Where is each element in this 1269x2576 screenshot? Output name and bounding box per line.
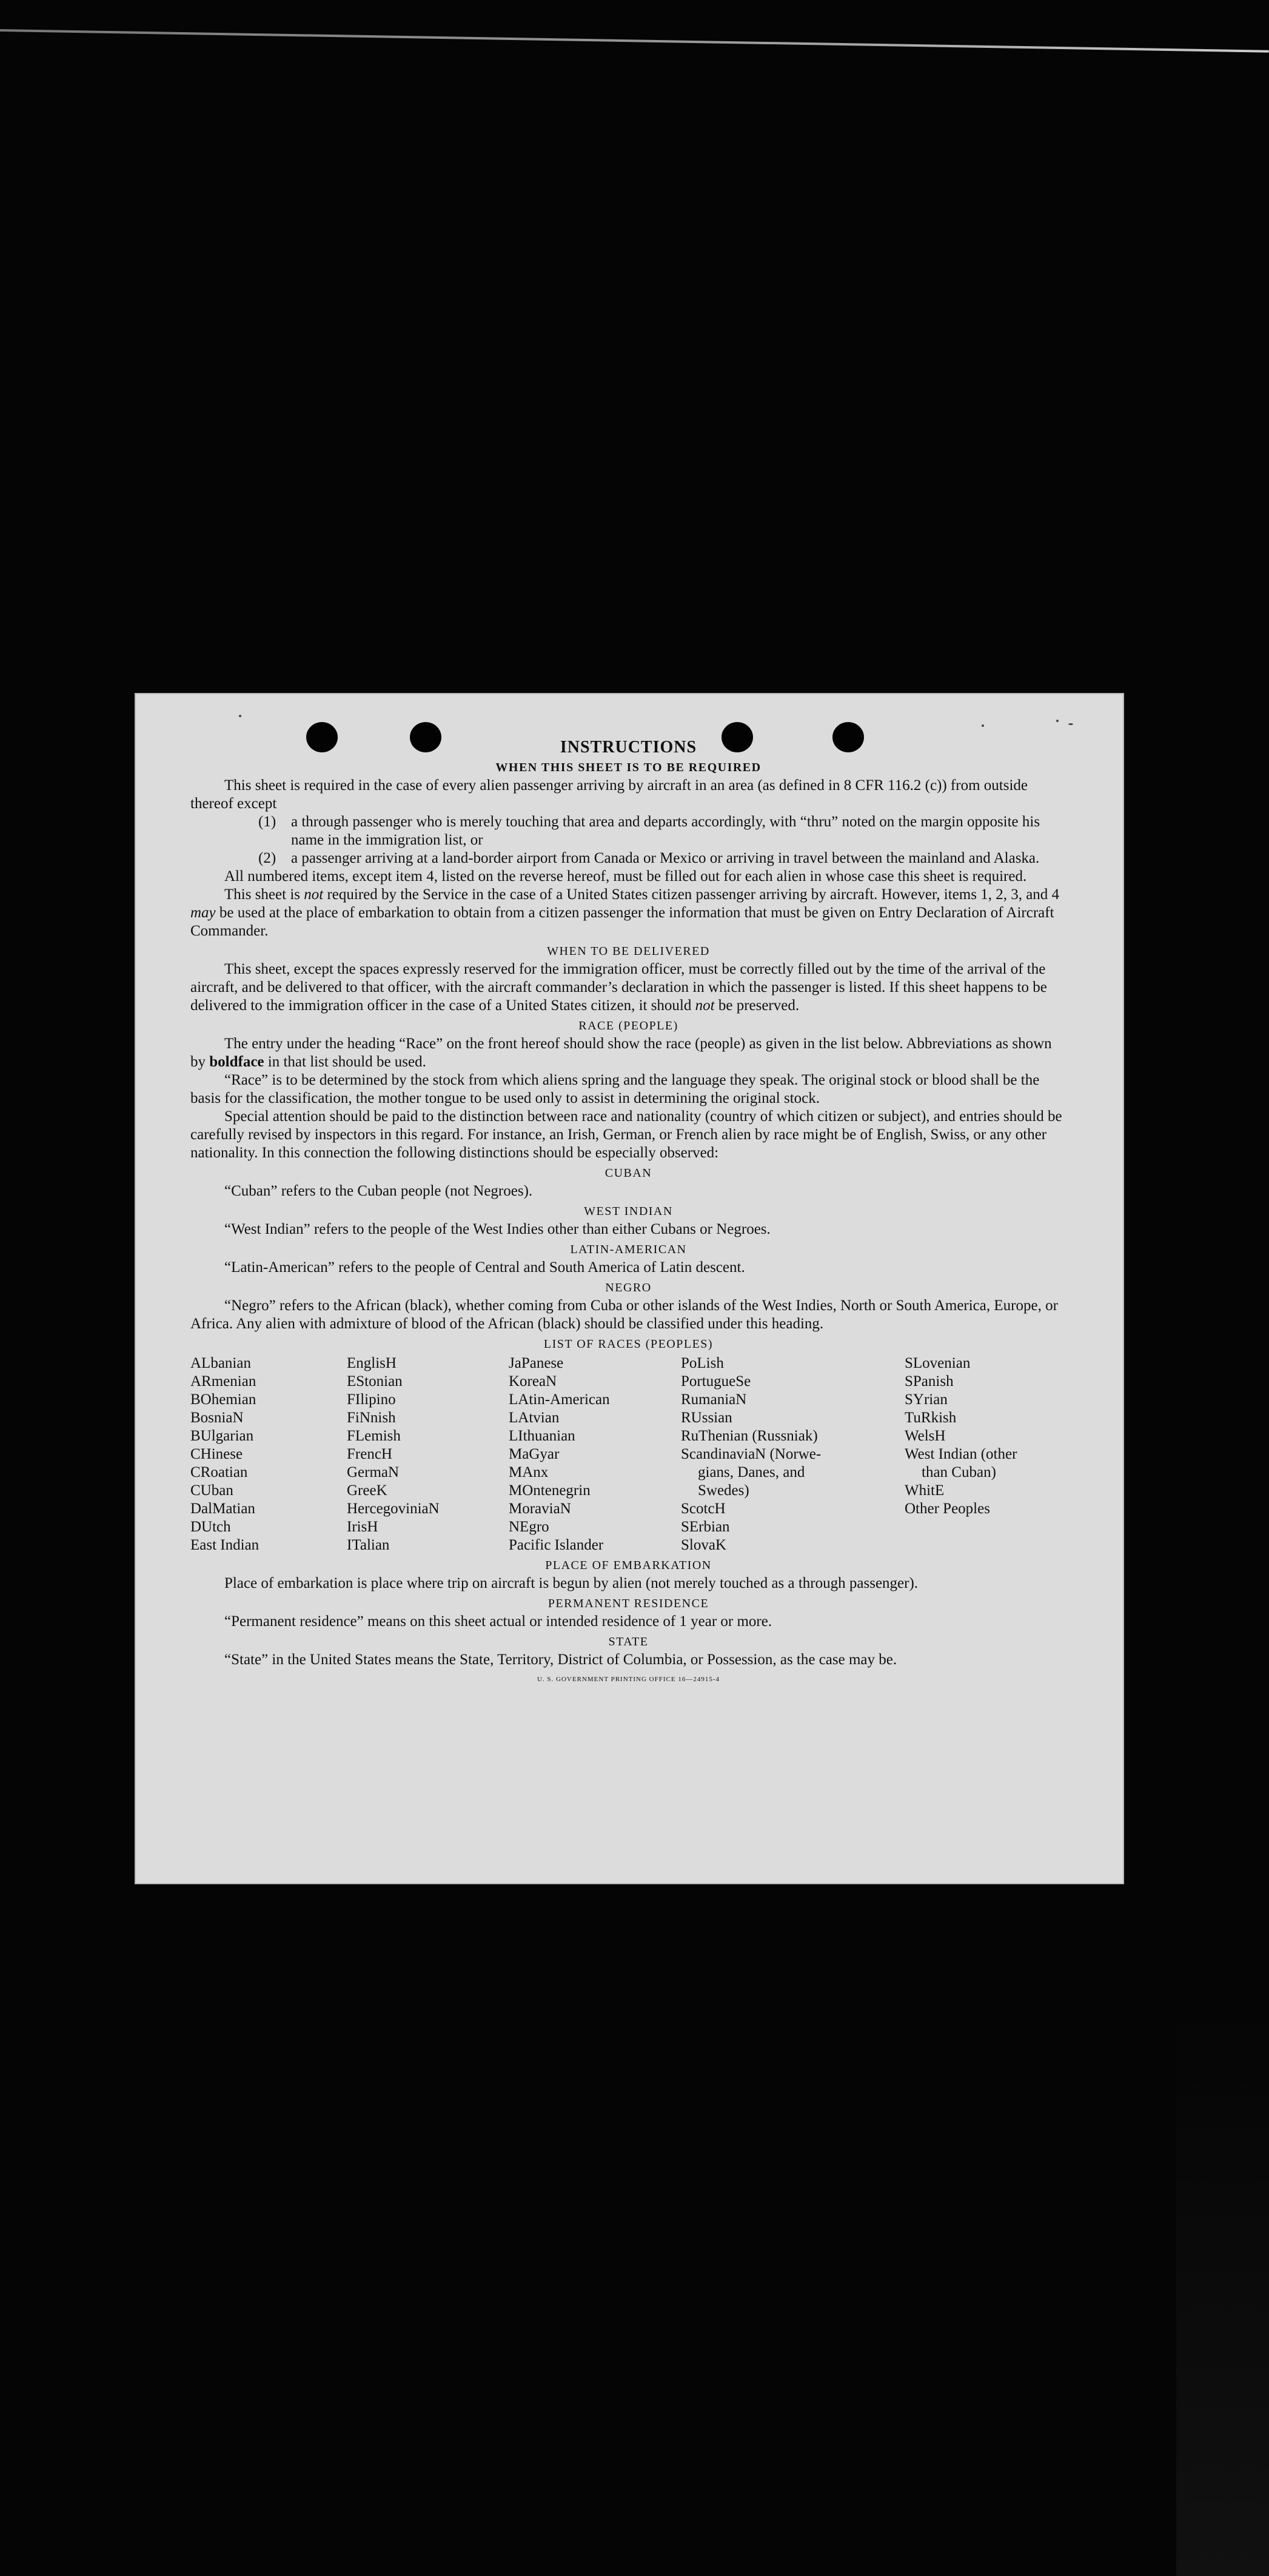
race-entry: RumaniaN [681,1391,747,1408]
race-entry: DUtch [190,1519,231,1535]
race-entry: BosniaN [190,1410,244,1426]
race-entry: FiNnish [347,1410,396,1426]
race-entry: FrencH [347,1446,392,1462]
section-heading-race: RACE (PEOPLE) [578,1019,678,1032]
race-entry: ScandinaviaN (Norwe- [681,1446,822,1462]
race-entry: CHinese [190,1446,243,1462]
citizen-text-2: required by the Service in the case of a United States citizen passenger arriving by aircraft. However, items 1, 2, 3, and 4 [327,886,1060,903]
race-entry: Pacific Islander [509,1537,604,1553]
when-required-intro: This sheet is required in the case of every alien passenger arriving by aircraft in an area (as defined in 8 CFR 116.2 (c)) from outside thereof except [190,777,1028,812]
race-entry: LAtin-American [509,1391,610,1408]
race-entry: WhitE [905,1482,945,1499]
delivered-emphasis-not: not [695,997,715,1014]
race-entry: MoraviaN [509,1500,571,1517]
exception-item [190,849,1066,868]
page-title: INSTRUCTIONS [560,738,697,757]
race-entry: SlovaK [681,1537,726,1553]
embarkation-paragraph: Place of embarkation is place where trip on aircraft is begun by alien (not merely touched as a through passenger). [224,1575,919,1591]
races-column [681,1354,905,1554]
paper-speck [1068,723,1073,725]
race-entry: FLemish [347,1428,401,1444]
section-heading-embarkation: PLACE OF EMBARKATION [545,1559,712,1572]
delivered-text-1: This sheet, except the spaces expressly reserved for the immigration officer, must be correctly filled out by the time of the arrival of the aircraft, and be delivered to that officer, with the aircraft commander’s declaration in which the passenger is listed. If this sheet happens to be delivered to the immigration officer in the case of a United States citizen, it should [190,961,1047,1014]
race-entry: EStonian [347,1373,403,1390]
race-entry: PortugueSe [681,1373,751,1390]
scan-top-edge [0,29,1269,53]
negro-paragraph: “Negro” refers to the African (black), whether coming from Cuba or other islands of the West Indies, North or South America, Europe, or Africa. Any alien with admixture of blood of the African (black) should be classified under this heading. [190,1297,1058,1332]
race-entry: PoLish [681,1355,724,1371]
race-entry: BOhemian [190,1391,256,1408]
section-heading-races-list: LIST OF RACES (PEOPLES) [543,1337,714,1351]
race-entry: ALbanian [190,1355,251,1371]
race-paragraph-1 [190,1035,1066,1071]
race-entry: MaGyar [509,1446,560,1462]
race-entry: GermaN [347,1464,400,1480]
citizen-emphasis-may: may [190,905,216,921]
citizen-text-3: be used at the place of embarkation to obtain from a citizen passenger the information that must be given on Entry Declaration of Aircraft Commander. [190,905,1054,939]
race-entry: IrisH [347,1519,378,1535]
printer-line: U. S. GOVERNMENT PRINTING OFFICE 16—24915-4 [537,1676,720,1683]
section-heading-latin-american: LATIN-AMERICAN [570,1243,687,1256]
race-entry: MAnx [509,1464,549,1480]
section-heading-negro: NEGRO [605,1281,652,1294]
when-delivered-paragraph [190,960,1066,1015]
race-entry: ARmenian [190,1373,256,1390]
races-column [347,1354,509,1554]
race-entry: NEgro [509,1519,549,1535]
race-entry: EnglisH [347,1355,397,1371]
section-heading-west-indian: WEST INDIAN [584,1205,673,1218]
citizen-text-1: This sheet is [224,886,300,903]
races-list [190,1354,1066,1554]
section-heading-when-delivered: WHEN TO BE DELIVERED [547,945,710,958]
race-entry: KoreaN [509,1373,557,1390]
state-paragraph: “State” in the United States means the State, Territory, District of Columbia, or Possession, as the case may be. [224,1651,897,1668]
race-boldface-word: boldface [209,1054,264,1070]
race-entry: BUlgarian [190,1428,254,1444]
race-group [905,1482,1066,1518]
paper-speck [982,724,984,727]
numbered-items-paragraph: All numbered items, except item 4, listed on the reverse hereof, must be filled out for each alien in whose case this sheet is required. [224,868,1027,885]
race-entry: LIthuanian [509,1428,575,1444]
race-group [905,1354,1066,1464]
delivered-text-2: be preserved. [718,997,800,1014]
exception-text: a passenger arriving at a land-border airport from Canada or Mexico or arriving in travel between the mainland and Alaska. [291,850,1040,866]
scan-shadow [1176,2013,1269,2576]
race-text-1a: The entry under the heading “Race” on the front hereof should show the race (people) as given in the list below. Abbreviations as shown by [190,1035,1052,1070]
race-paragraph-3: Special attention should be paid to the distinction between race and nationality (country of which citizen or subject), and entries should be carefully revised by inspectors in this regard. For instance, an Irish, German, or French alien by race might be of English, Swiss, or any other nationality. In this connection the following distinctions should be especially observed: [190,1108,1062,1161]
race-entry: Other Peoples [905,1500,990,1517]
exception-number: (1) [258,814,276,830]
race-entry: SYrian [905,1391,948,1408]
race-entry: DalMatian [190,1500,255,1517]
race-entry: WelsH [905,1428,946,1444]
west-indian-paragraph: “West Indian” refers to the people of the West Indies other than either Cubans or Negroes. [224,1221,771,1237]
race-entry: GreeK [347,1482,387,1499]
race-entry: TuRkish [905,1410,957,1426]
race-entry: LAtvian [509,1410,560,1426]
paper-speck [1056,720,1059,722]
race-group-continuation [681,1464,905,1500]
race-entry: Swedes) [698,1482,749,1499]
race-entry: ScotcH [681,1500,726,1517]
exception-item [190,813,1066,849]
race-entry: RuThenian (Russniak) [681,1428,818,1444]
race-group [681,1354,905,1464]
exception-text: a through passenger who is merely touching that area and departs accordingly, with “thru” noted on the margin opposite his name in the immigration list, or [291,814,1040,848]
race-entry: West Indian (other [905,1446,1017,1462]
section-heading-when-required: WHEN THIS SHEET IS TO BE REQUIRED [495,761,762,774]
race-entry: CUban [190,1482,233,1499]
race-group [681,1500,905,1554]
race-paragraph-2: “Race” is to be determined by the stock from which aliens spring and the language they speak. The original stock or blood shall be the basis for the classification, the mother tongue to be used only to assist in determining the original stock. [190,1072,1040,1106]
instruction-sheet [135,693,1124,1884]
citizen-paragraph [190,886,1066,940]
race-entry: MOntenegrin [509,1482,591,1499]
section-heading-state: STATE [608,1635,649,1648]
race-entry: RUssian [681,1410,732,1426]
exception-number: (2) [258,850,276,866]
races-column [190,1354,347,1554]
residence-paragraph: “Permanent residence” means on this sheet actual or intended residence of 1 year or more. [224,1613,772,1630]
races-column [509,1354,681,1554]
paper-speck [239,715,241,717]
race-group-continuation [905,1464,1066,1482]
citizen-emphasis-not: not [304,886,324,903]
race-entry: HercegoviniaN [347,1500,440,1517]
cuban-paragraph: “Cuban” refers to the Cuban people (not Negroes). [224,1183,533,1199]
instructions-content [190,738,1066,1684]
race-entry: SPanish [905,1373,954,1390]
latin-american-paragraph: “Latin-American” refers to the people of Central and South America of Latin descent. [224,1259,745,1276]
race-entry: SErbian [681,1519,730,1535]
race-entry: than Cuban) [922,1464,996,1480]
race-text-1b: in that list should be used. [267,1054,426,1070]
race-entry: FIlipino [347,1391,396,1408]
race-entry: CRoatian [190,1464,248,1480]
races-column [905,1354,1066,1554]
race-entry: East Indian [190,1537,259,1553]
section-heading-cuban: CUBAN [604,1166,652,1180]
race-entry: JaPanese [509,1355,564,1371]
section-heading-residence: PERMANENT RESIDENCE [547,1597,709,1610]
race-entry: ITalian [347,1537,390,1553]
race-entry: gians, Danes, and [698,1464,805,1480]
race-entry: SLovenian [905,1355,971,1371]
